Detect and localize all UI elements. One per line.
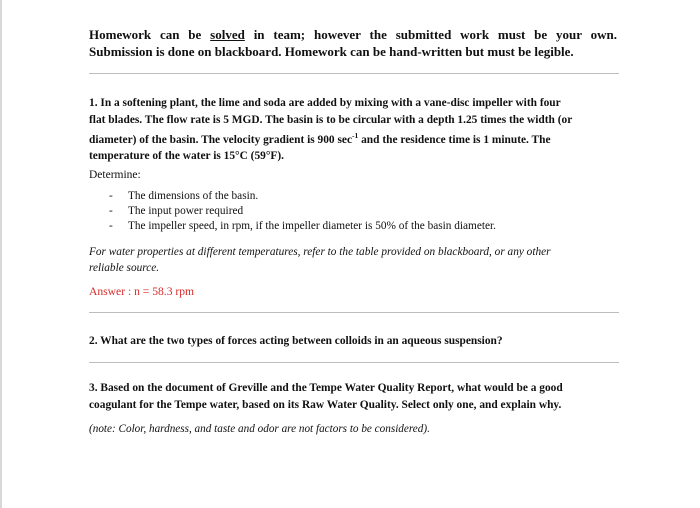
answer-text: Answer : n = 58.3 rpm — [89, 285, 195, 298]
velocity-unit-exponent: -1 — [352, 131, 359, 140]
question-3-line-2: coagulant for the Tempe water, based on its Raw Water Quality. Select only one, and explain why. — [89, 398, 562, 411]
list-item-text: The input power required — [128, 205, 244, 217]
list-bullet: - — [109, 205, 113, 217]
section-divider — [89, 312, 619, 313]
instructions-line-1-end: in team; however the submitted work must be your own. — [253, 27, 618, 42]
question-1-line-3-end: and the residence time is 1 minute. The — [358, 133, 551, 146]
question-1-line-2: flat blades. The flow rate is 5 MGD. The basin is to be circular with a depth 1.25 times the width (or — [89, 113, 573, 126]
instructions-line-1-start: Homework can be — [89, 27, 202, 42]
instructions-underlined-word: solved — [210, 27, 245, 42]
instructions-line-1 — [89, 26, 617, 43]
section-divider — [89, 73, 619, 74]
homework-instructions — [89, 26, 617, 60]
question-3 — [89, 380, 617, 413]
page-left-edge — [0, 0, 2, 508]
instructions-line-2: Submission is done on blackboard. Homework can be hand-written but must be legible. — [89, 44, 574, 59]
determine-label: Determine: — [89, 169, 141, 181]
question-1-line-1: 1. In a softening plant, the lime and soda are added by mixing with a vane-disc impeller with four — [89, 97, 561, 109]
list-item — [109, 189, 496, 204]
list-item — [109, 204, 496, 219]
list-item — [109, 219, 496, 234]
determine-list — [109, 189, 496, 234]
question-3-note: (note: Color, hardness, and taste and odor are not factors to be considered). — [89, 423, 430, 435]
list-bullet: - — [109, 220, 113, 232]
section-divider — [89, 362, 619, 363]
question-2: 2. What are the two types of forces acting between colloids in an aqueous suspension? — [89, 335, 503, 347]
water-properties-note — [89, 245, 609, 276]
list-item-text: The impeller speed, in rpm, if the impeller diameter is 50% of the basin diameter. — [128, 220, 496, 232]
note-line-2: reliable source. — [89, 261, 160, 274]
list-bullet: - — [109, 190, 113, 202]
question-1-line-3 — [89, 128, 617, 148]
list-item-text: The dimensions of the basin. — [128, 190, 259, 202]
question-3-line-1: 3. Based on the document of Greville and the Tempe Water Quality Report, what would be a good — [89, 382, 563, 394]
note-line-1: For water properties at different temperatures, refer to the table provided on blackboard, or any other — [89, 246, 551, 258]
question-1 — [89, 95, 617, 165]
question-1-line-4: temperature of the water is 15°C (59°F). — [89, 150, 284, 163]
question-1-line-3-start: diameter) of the basin. The velocity gradient is 900 sec — [89, 133, 353, 146]
